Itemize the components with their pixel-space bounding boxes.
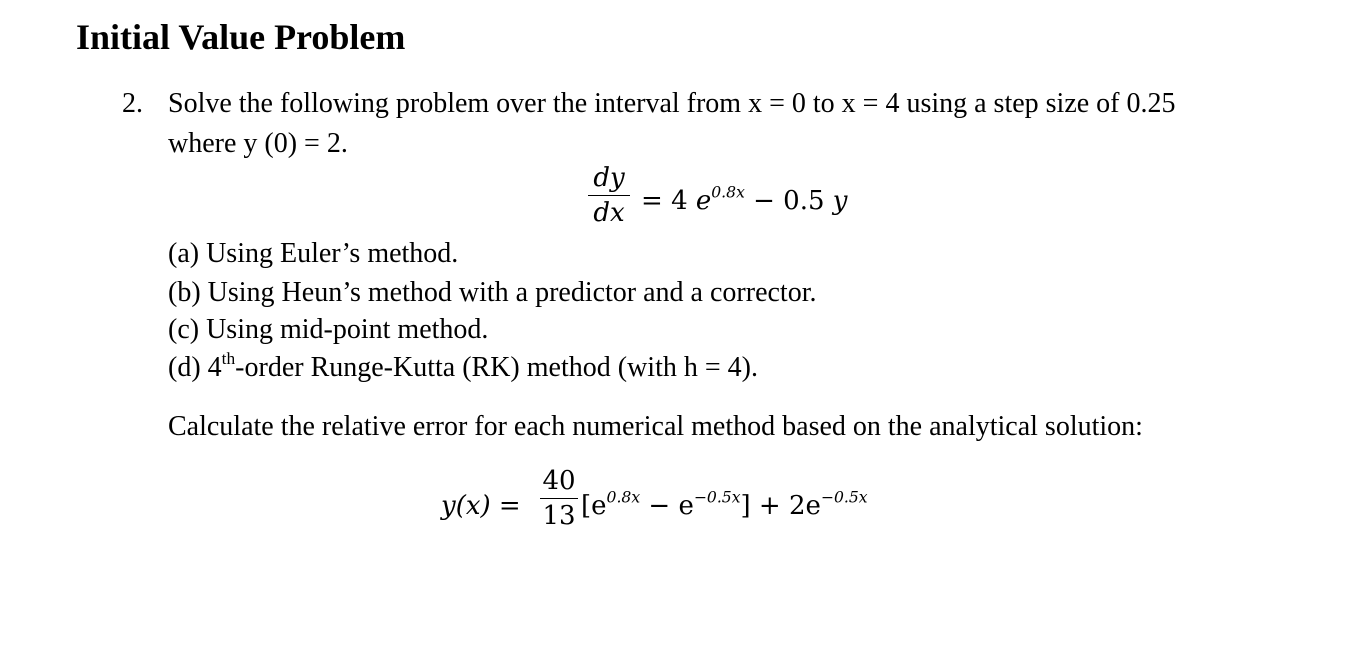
part-c-text: Using mid-point method. [206, 314, 489, 345]
ode-denominator: dx [593, 198, 625, 228]
part-d-text: -order Runge-Kutta (RK) method (with h = 4). [235, 352, 758, 383]
instruction-text: Calculate the relative error for each numerical method based on the analytical solution: [168, 411, 1143, 442]
part-d-superscript: th [221, 348, 236, 368]
solution-exponent-1: 0.8x [606, 488, 641, 507]
part-c [168, 314, 488, 346]
part-b-text: Using Heun’s method with a predictor and a corrector. [207, 277, 817, 308]
ode-exponent: 0.8x [711, 183, 745, 202]
part-c-label: (c) [168, 314, 200, 345]
page-title: Initial Value Problem [76, 17, 406, 57]
question-number: 2. [122, 88, 143, 119]
part-b-label: (b) [168, 277, 201, 308]
part-a-label: (a) [168, 238, 200, 269]
solution-denominator: 13 [542, 501, 576, 531]
ode-coefficient: 4 [671, 186, 688, 216]
ode-rhs [641, 183, 848, 216]
solution-numerator: 40 [542, 466, 576, 496]
part-d-label: (d) [168, 352, 201, 383]
question-text-line2: where y (0) = 2. [168, 128, 348, 159]
solution-fraction [540, 466, 578, 531]
solution-rhs [581, 488, 868, 521]
part-b [168, 277, 816, 309]
ode-fraction-bar [588, 195, 630, 196]
part-d-order: 4 [207, 352, 222, 383]
question-text-line1: Solve the following problem over the interval from x = 0 to x = 4 using a step size of 0.25 [168, 88, 1176, 119]
solution-close: ] + 2e [740, 491, 821, 521]
solution-exponent-2: −0.5x [693, 488, 741, 507]
solution-open: [e [581, 491, 607, 521]
ode-numerator: dy [593, 163, 625, 193]
solution-fraction-bar [540, 498, 578, 499]
ode-minus-term: − 0.5 [753, 186, 825, 216]
solution-lhs: y(x) = [441, 491, 521, 521]
part-d [168, 348, 758, 384]
part-a-text: Using Euler’s method. [206, 238, 459, 269]
ode-derivative-fraction [588, 163, 630, 228]
part-a [168, 238, 458, 270]
ode-base: e [695, 186, 712, 216]
solution-minus: − e [640, 491, 694, 521]
solution-exponent-3: −0.5x [820, 488, 868, 507]
ode-equals: = [641, 186, 663, 216]
ode-variable: y [832, 186, 848, 216]
